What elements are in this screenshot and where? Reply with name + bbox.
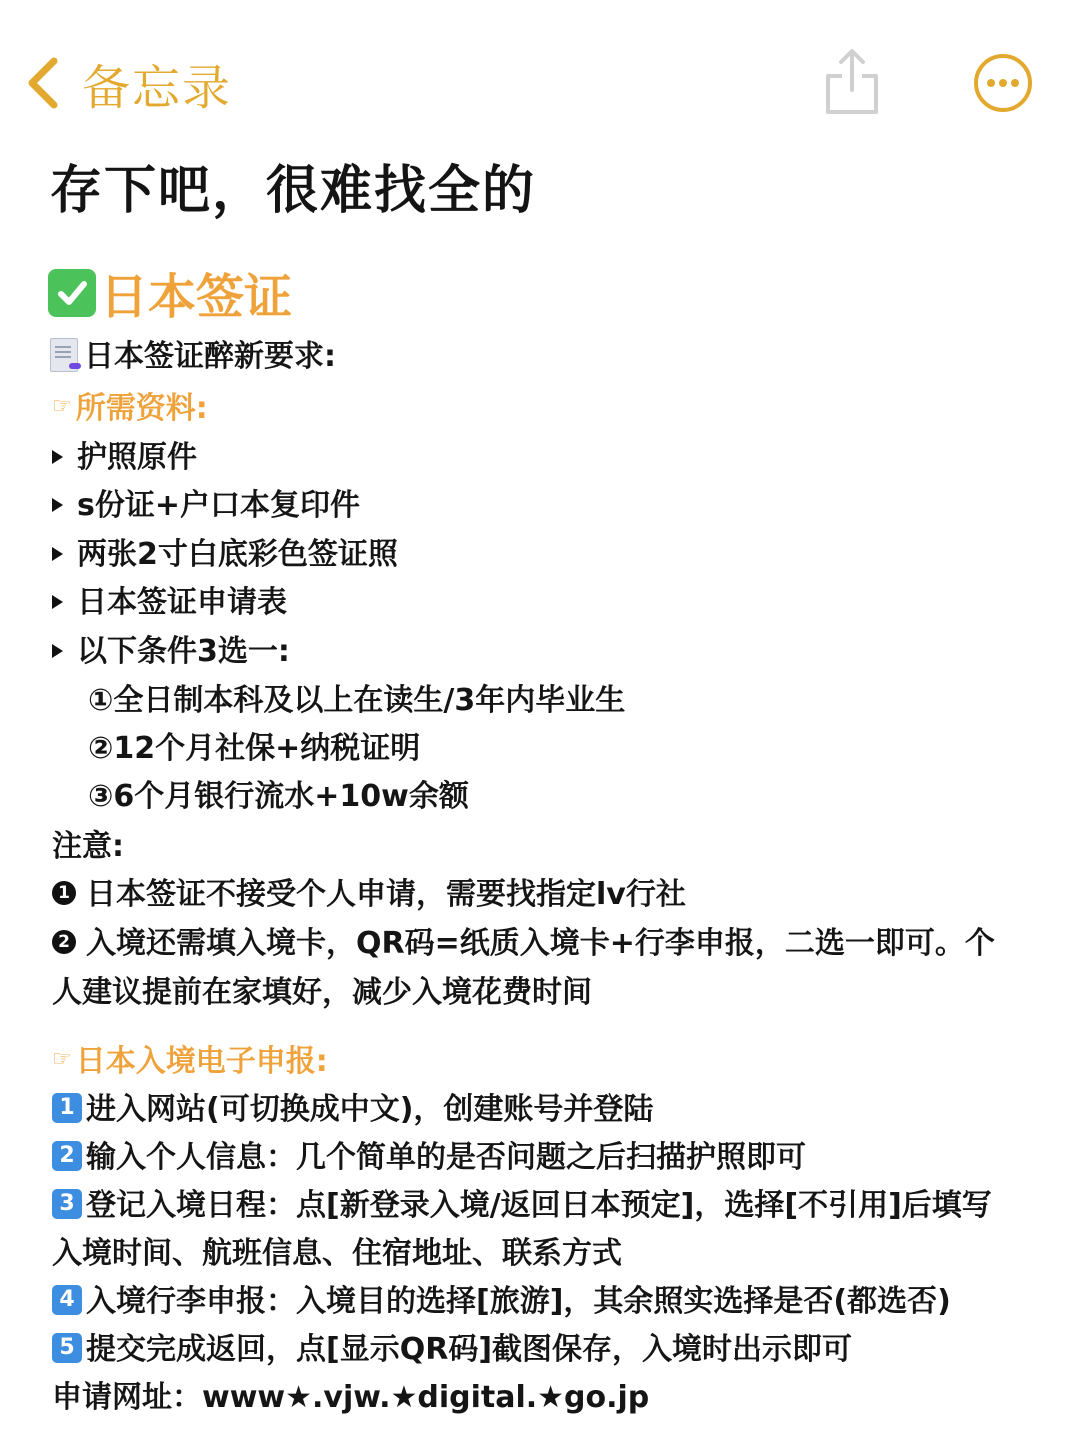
eentry-heading: ☞ 日本入境电子申报: [52,1042,328,1083]
triangle-bullet-icon [52,547,63,561]
list-item: 以下条件3选一: [52,632,290,672]
materials-heading: ☞ 所需资料: [52,389,208,430]
more-options-icon[interactable] [972,52,1034,114]
list-item: 日本签证申请表 [52,583,287,623]
chevron-left-icon [24,53,64,113]
section-heading [48,258,292,327]
document-icon [50,338,78,372]
notice-heading: 注意: [52,829,124,864]
triangle-bullet-icon [52,595,63,609]
back-button[interactable] [24,48,232,118]
list-item: 护照原件 [52,438,197,478]
condition-item: ③6个月银行流水+10w余额 [88,779,469,814]
website-line: 申请网址：www★.vjw.★digital.★go.jp [52,1380,650,1415]
list-item: 两张2寸白底彩色签证照 [52,535,398,575]
note-title: 存下吧，很难找全的 [50,161,537,221]
triangle-bullet-icon [52,644,63,658]
number-bullet-icon: 1 [52,881,76,905]
keycap-number-icon: 3 [52,1189,82,1219]
notice-item-continuation: 人建议提前在家填好，减少入境花费时间 [52,975,592,1010]
keycap-number-icon: 2 [52,1141,82,1171]
visa-requirements-heading: 日本签证醉新要求: [50,337,336,377]
condition-item: ②12个月社保+纳税证明 [88,731,421,766]
notice-item: 1 日本签证不接受个人申请，需要找指定lv行社 [52,875,686,915]
step-item: 4 入境行李申报：入境目的选择[旅游]，其余照实选择是否(都选否) [52,1282,951,1322]
keycap-number-icon: 1 [52,1093,82,1123]
check-mark-icon [48,269,96,317]
notice-item: 2 入境还需填入境卡，QR码=纸质入境卡+行李申报，二选一即可。个 [52,924,995,964]
triangle-bullet-icon [52,498,63,512]
keycap-number-icon: 4 [52,1285,82,1315]
condition-item: ①全日制本科及以上在读生/3年内毕业生 [88,683,626,718]
navigation-bar [0,0,1080,130]
step-item: 5 提交完成返回，点[显示QR码]截图保存，入境时出示即可 [52,1330,852,1370]
back-label: 备忘录 [82,59,233,116]
number-bullet-icon: 2 [52,930,76,954]
pointing-hand-icon: ☞ [52,393,72,419]
share-icon[interactable] [822,46,882,118]
step-item: 2 输入个人信息：几个简单的是否问题之后扫描护照即可 [52,1138,806,1178]
step-item-continuation: 入境时间、航班信息、住宿地址、联系方式 [52,1236,622,1271]
triangle-bullet-icon [52,450,63,464]
step-item: 3 登记入境日程：点[新登录入境/返回日本预定]，选择[不引用]后填写 [52,1186,992,1226]
step-item: 1 进入网站(可切换成中文)，创建账号并登陆 [52,1090,653,1130]
keycap-number-icon: 5 [52,1333,82,1363]
section-heading-label: 日本签证 [100,269,293,325]
list-item: s份证+户口本复印件 [52,486,360,526]
pointing-hand-icon: ☞ [52,1046,72,1072]
